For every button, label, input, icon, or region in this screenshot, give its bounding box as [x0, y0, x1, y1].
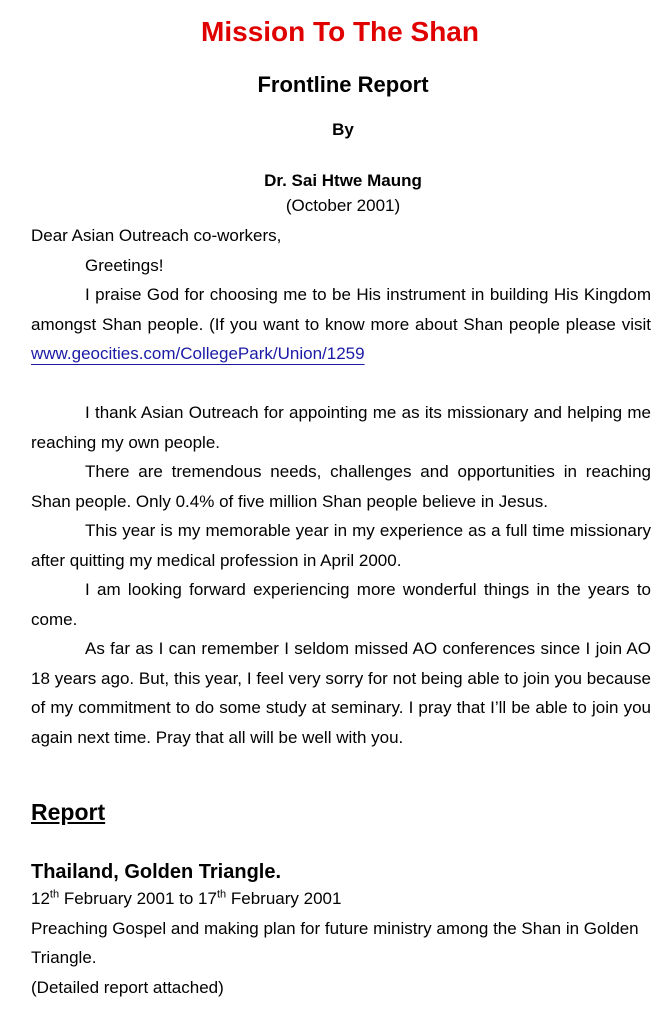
date-end-suffix: th	[216, 888, 227, 901]
salutation: Dear Asian Outreach co-workers,	[31, 226, 282, 245]
paragraph-6: As far as I can remember I seldom missed AO conferences since I join AO 18 years ago. But, this year, I feel very sorry for not being able to join you because of my commitment to do some study at seminary. I pray that I’ll be able to join you again next time. Pray that all will be well with you.	[31, 639, 651, 747]
paragraph-1	[31, 280, 651, 369]
author-name: Dr. Sai Htwe Maung	[264, 171, 422, 190]
greeting: Greetings!	[85, 255, 164, 275]
report-subtitle: Frontline Report	[257, 72, 429, 97]
report-note: (Detailed report attached)	[31, 977, 224, 997]
geocities-link[interactable]: www.geocities.com/CollegePark/Union/1259	[31, 344, 365, 363]
report-body	[31, 884, 651, 1002]
paragraph-1-text: I praise God for choosing me to be His instrument in building His Kingdom amongst Shan people. (If you want to know more about Shan people please visit	[31, 285, 651, 334]
section-heading: Thailand, Golden Triangle.	[31, 861, 282, 883]
date-end-day: 17	[198, 889, 217, 908]
report-description: Preaching Gospel and making plan for future ministry among the Shan in Golden Triangle.	[31, 918, 639, 967]
report-date: (October 2001)	[285, 196, 401, 215]
date-start-rest: February 2001 to	[59, 889, 199, 908]
date-start-day: 12	[31, 889, 50, 908]
paragraph-3: There are tremendous needs, challenges and opportunities in reaching Shan people. Only 0.4% of five million Shan people believe in Jesus.	[31, 462, 651, 511]
date-start-suffix: th	[49, 888, 60, 901]
byline-label: By	[332, 120, 354, 139]
report-heading: Report	[31, 799, 106, 825]
date-end-rest: February 2001	[226, 889, 342, 908]
paragraph-2: I thank Asian Outreach for appointing me as its missionary and helping me reaching my own people.	[31, 403, 651, 452]
paragraph-5: I am looking forward experiencing more wonderful things in the years to come.	[31, 580, 651, 629]
page-title: Mission To The Shan	[201, 16, 479, 47]
paragraph-spacer	[31, 369, 651, 399]
paragraph-4: This year is my memorable year in my experience as a full time missionary after quitting my medical profession in April 2000.	[31, 521, 651, 570]
letter-body	[31, 221, 651, 752]
report-date-range	[31, 884, 651, 914]
